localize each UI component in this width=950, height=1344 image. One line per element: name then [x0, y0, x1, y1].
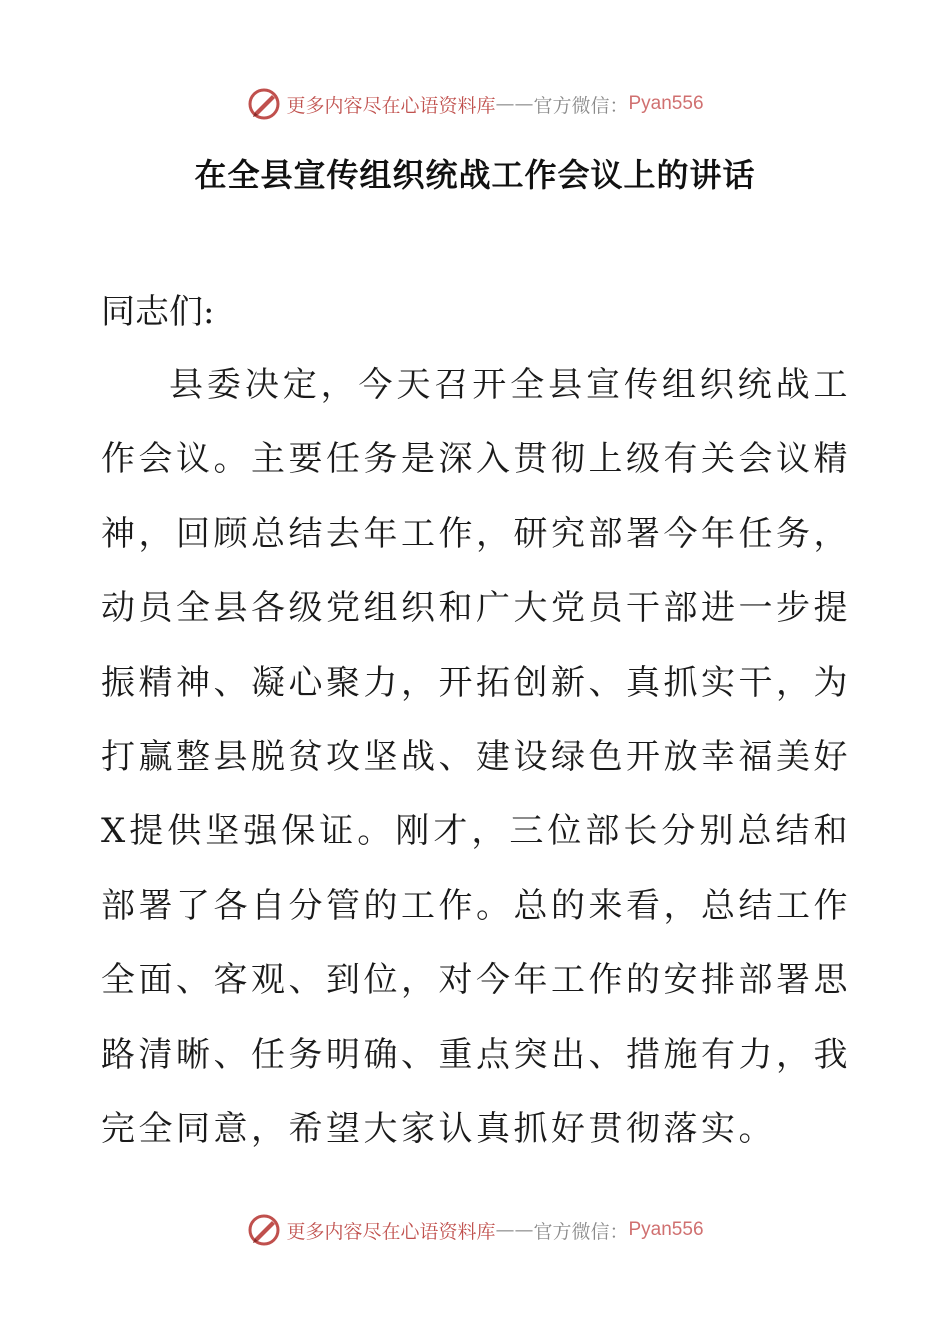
- footer-watermark-banner: [0, 1210, 950, 1250]
- banner-wechat-id: Pyan556: [628, 1219, 704, 1240]
- header-watermark-banner: [0, 84, 950, 124]
- banner-wechat-id: Pyan556: [628, 93, 704, 114]
- banner-site-text: 更多内容尽在心语资料库: [286, 1220, 496, 1243]
- body-paragraph: 县委决定，今天召开全县宣传组织统战工作会议。主要任务是深入贯彻上级有关会议精神，回顾总结去年工作，研究部署今年任务，动员全县各级党组织和广大党员干部进一步提振精神、凝心聚力，开拓创新、真抓实干，为打赢整县脱贫攻坚战、建设绿色开放幸福美好X提供坚强保证。刚才，三位部长分别总结和部署了各自分管的工作。总的来看，总结工作全面、客观、到位，对今年工作的安排部署思路清晰、任务明确、重点突出、措施有力，我完全同意，希望大家认真抓好贯彻落实。: [101, 365, 851, 1150]
- banner-wechat-label: 官方微信：: [533, 1220, 629, 1243]
- banner-separator: ——: [495, 1219, 534, 1241]
- document-title: 在全县宣传组织统战工作会议上的讲话: [194, 156, 756, 194]
- salutation: 同志们:: [101, 292, 215, 332]
- banner-site-text: 更多内容尽在心语资料库: [286, 94, 496, 117]
- pen-logo-icon: [246, 1212, 282, 1248]
- banner-separator: ——: [495, 93, 534, 115]
- pen-logo-icon: [246, 86, 282, 122]
- banner-wechat-label: 官方微信：: [533, 94, 629, 117]
